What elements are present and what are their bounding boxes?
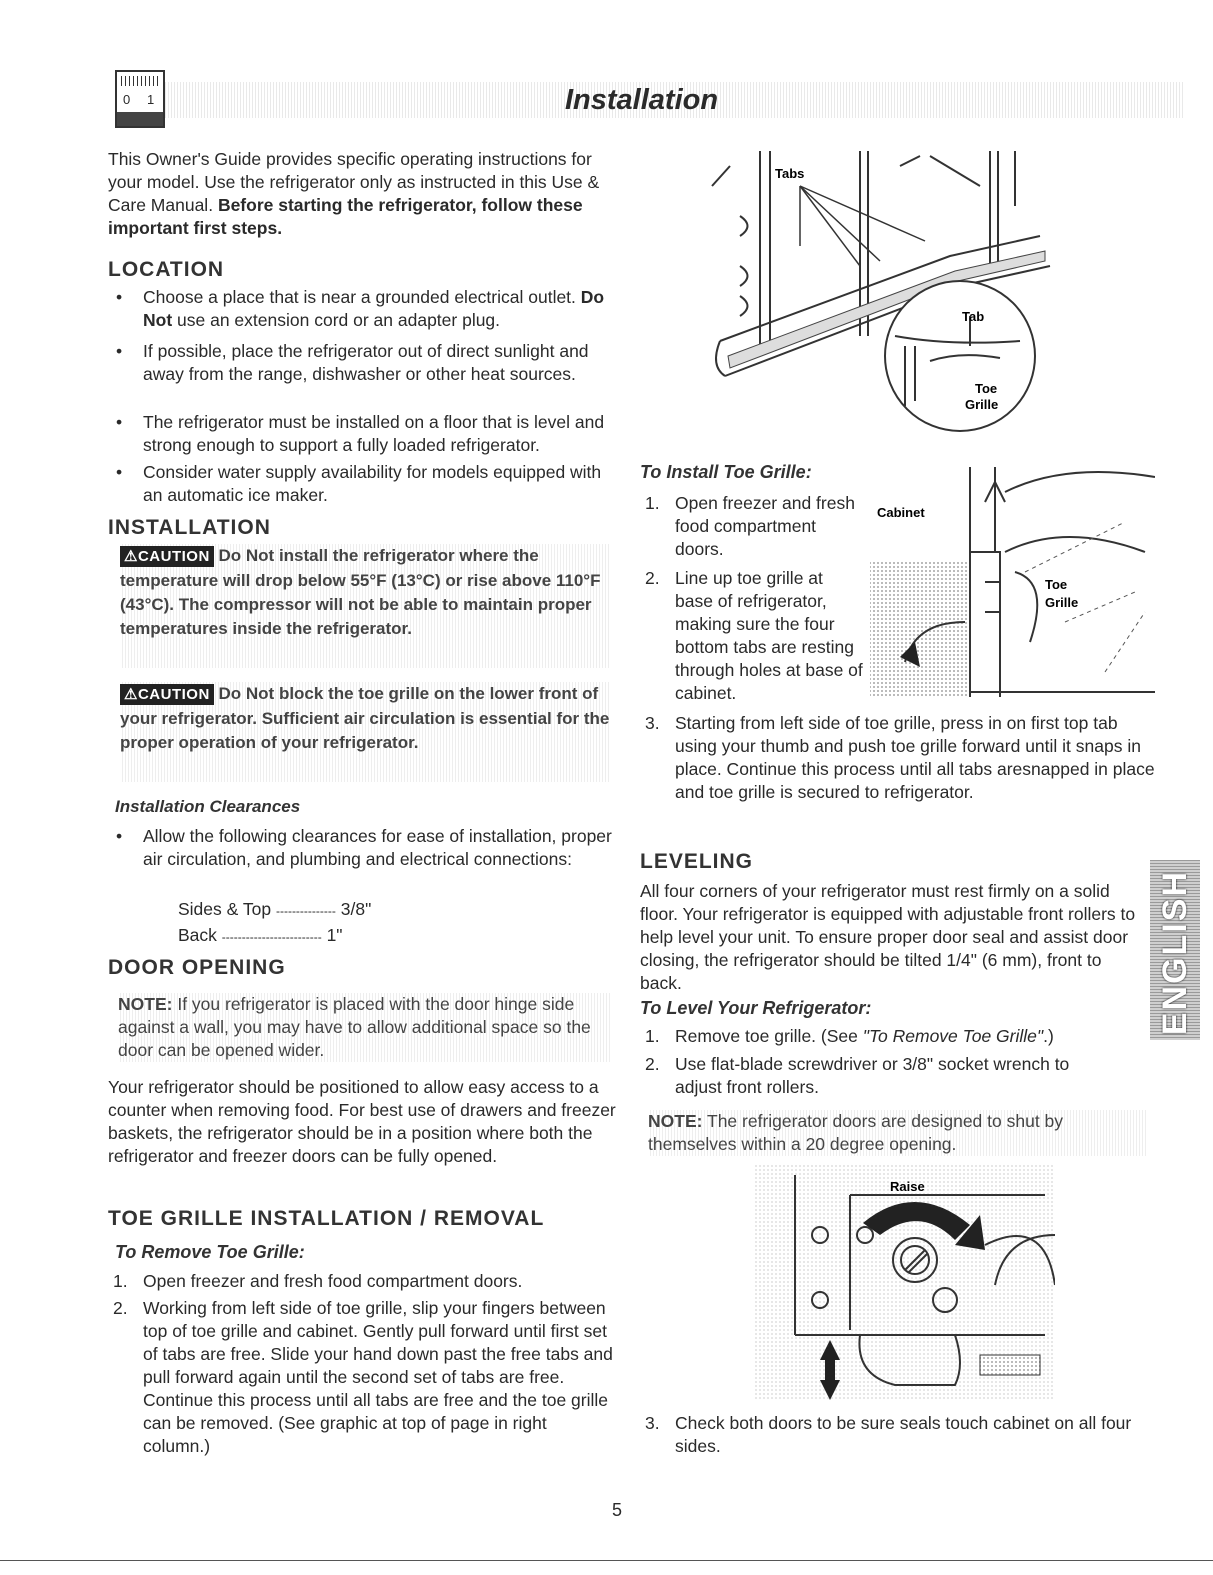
level-step-2: 2. Use flat-blade screwdriver or 3/8" socket wrench to adjust front rollers. <box>645 1054 1070 1097</box>
location-bullet-3: • The refrigerator must be installed on a floor that is level and strong enough to support a fully loaded refrigerator. <box>143 411 618 457</box>
clearance-row-back: Back ------------------------- 1" <box>178 925 343 945</box>
language-tab: ENGLISH <box>1150 860 1200 1040</box>
leveling-paragraph: All four corners of your refrigerator must rest firmly on a solid floor. Your refrigerator is equipped with adjustable front rollers to help level your unit. To ensure proper door seal and assist door closing, the refrigerator should be tilted 1/4" (6 mm), front to back. <box>640 881 1136 993</box>
toe-grille-heading: TOE GRILLE INSTALLATION / REMOVAL <box>108 1207 545 1230</box>
level-refrigerator-heading: To Level Your Refrigerator: <box>640 998 872 1018</box>
remove-toe-grille-heading: To Remove Toe Grille: <box>115 1242 305 1262</box>
tabs-label: Tabs <box>775 166 805 181</box>
location-bullet-1: • Choose a place that is near a grounded electrical outlet. Do Not use an extension cord or an adapter plug. <box>143 286 618 332</box>
door-opening-heading: DOOR OPENING <box>108 956 286 979</box>
leveling-heading: LEVELING <box>640 850 754 873</box>
location-bullet-2: • If possible, place the refrigerator out of direct sunlight and away from the range, dishwasher or other heat sources. <box>143 340 613 386</box>
install-toe-grille-heading: To Install Toe Grille: <box>640 462 812 482</box>
door-opening-paragraph: Your refrigerator should be positioned to allow easy access to a counter when removing food. For best use of drawers and freezer baskets, the refrigerator should be in a position where both the refrigerator and freezer doors can be fully opened. <box>108 1077 616 1166</box>
caution-1: ⚠CAUTION Do Not install the refrigerator where the temperature will drop below 55°F (13°C) or rise above 110°F (43°C). The compressor will not be able to maintain proper temperatures inside the refrigerator. <box>120 544 610 668</box>
clearances-heading: Installation Clearances <box>115 797 301 816</box>
page-title: Installation <box>565 84 719 116</box>
install-step-2: 2. Line up toe grille at base of refrigerator, making sure the four bottom tabs are resting through holes at base of cabinet. <box>645 568 863 703</box>
clearance-row-sides: Sides & Top --------------- 3/8" <box>178 899 372 919</box>
roller-adjust-figure <box>755 1165 1055 1400</box>
toe-grille-figure <box>700 146 1060 446</box>
door-opening-note: NOTE: If you refrigerator is placed with the door hinge side against a wall, you may have to allow additional space so the door can be opened wider. <box>118 993 610 1062</box>
intro-paragraph: This Owner's Guide provides specific operating instructions for your model. Use the refrigerator only as instructed in this Use & Care Manual. Before starting the refrigerator, follow these important first steps. <box>108 149 600 238</box>
grille-label: Grille <box>965 397 999 412</box>
level-step-3: 3. Check both doors to be sure seals touch cabinet on all four sides. <box>645 1413 1132 1456</box>
caution-icon: ⚠CAUTION <box>120 684 214 705</box>
cabinet-label: Cabinet <box>877 505 925 520</box>
page-header <box>115 70 1185 130</box>
cabinet-figure <box>865 462 1155 712</box>
tab-label: Tab <box>962 309 985 324</box>
install-step-3: 3. Starting from left side of toe grille, press in on first top tab using your thumb and push toe grille forward until it snaps in place. Continue this process until all tabs aresnapped in place and toe grille is secured to refrigerator. <box>645 713 1155 802</box>
grille-label: Grille <box>1045 595 1079 610</box>
install-step-1: 1. Open freezer and fresh food compartment doors. <box>645 493 855 559</box>
ruler-icon: 0 1 <box>115 70 165 128</box>
level-step-1: 1. Remove toe grille. (See "To Remove Toe Grille".) <box>645 1026 1054 1046</box>
location-heading: LOCATION <box>108 258 225 281</box>
leveling-note: NOTE: The refrigerator doors are designed to shut by themselves within a 20 degree opening. <box>648 1110 1148 1156</box>
toe-label: Toe <box>975 381 998 396</box>
remove-step-1: 1. Open freezer and fresh food compartment doors. <box>113 1271 523 1291</box>
caution-icon: ⚠CAUTION <box>120 546 214 567</box>
bottom-border <box>0 1560 1213 1561</box>
toe-label: Toe <box>1045 577 1068 592</box>
installation-heading: INSTALLATION <box>108 516 271 539</box>
clearances-bullet: • Allow the following clearances for ease of installation, proper air circulation, and plumbing and electrical connections: <box>143 825 613 871</box>
raise-label: Raise <box>890 1179 925 1194</box>
page-number: 5 <box>612 1500 623 1520</box>
caution-2: ⚠CAUTION Do Not block the toe grille on the lower front of your refrigerator. Sufficient air circulation is essential for the proper operation of your refrigerator. <box>120 682 610 782</box>
remove-step-2: 2. Working from left side of toe grille, slip your fingers between top of toe grille and cabinet. Gently pull forward until first set of tabs are free. Slide your hand down past the free tabs and pull forward again until the second set of tabs are free. Continue this process until all tabs are free and the toe grille can be removed. (See graphic at top of page in right column.) <box>113 1298 613 1456</box>
location-bullet-4: • Consider water supply availability for models equipped with an automatic ice maker. <box>143 461 618 507</box>
